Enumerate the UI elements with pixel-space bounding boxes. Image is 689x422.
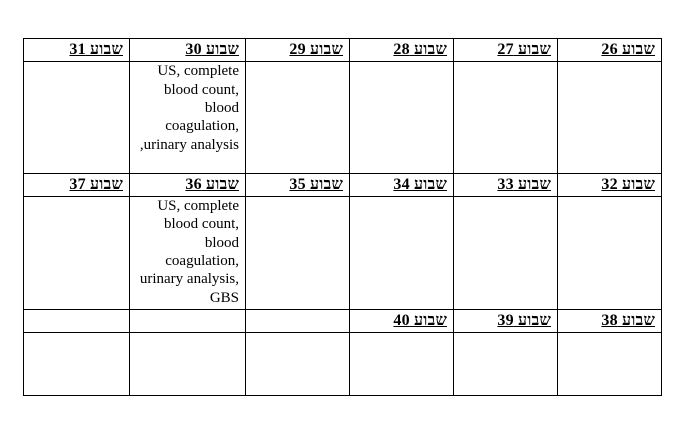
- week-notes-cell: [130, 333, 246, 396]
- week-header-cell: [558, 39, 662, 62]
- week-label: שבוע 35: [289, 176, 343, 194]
- week-notes-cell: [454, 333, 558, 396]
- week-header-cell: [24, 39, 130, 62]
- week-notes-cell: [558, 333, 662, 396]
- week-notes-cell: [558, 197, 662, 310]
- week-label: שבוע 38: [601, 311, 655, 329]
- week-header-cell: [24, 173, 130, 196]
- week-header-cell: [454, 173, 558, 196]
- week-header-cell: [246, 173, 350, 196]
- week-header-cell: [130, 309, 246, 332]
- pregnancy-week-schedule-table: [23, 38, 662, 396]
- week-notes-cell: [246, 333, 350, 396]
- week-header-row: [24, 309, 662, 332]
- week-header-cell: [246, 309, 350, 332]
- week-label: שבוע 34: [393, 176, 447, 194]
- week-header-cell: [24, 309, 130, 332]
- week-label: שבוע 26: [601, 41, 655, 59]
- week-header-cell: [350, 173, 454, 196]
- week-notes-cell: [24, 62, 130, 174]
- week-label: שבוע 40: [393, 311, 447, 329]
- week-header-cell: [558, 173, 662, 196]
- week-notes-cell: [246, 62, 350, 174]
- week-label: שבוע 27: [497, 41, 551, 59]
- week-notes-cell: [558, 62, 662, 174]
- week-label: שבוע 29: [289, 41, 343, 59]
- week-header-cell: [454, 309, 558, 332]
- week-label: שבוע 36: [185, 176, 239, 194]
- week-notes-cell: [350, 333, 454, 396]
- week-label: שבוע 32: [601, 176, 655, 194]
- week-notes-cell: [24, 197, 130, 310]
- week-notes-cell: US, complete blood count, blood coagulation, urinary analysis,: [130, 62, 246, 174]
- week-notes-cell: [246, 197, 350, 310]
- week-notes-cell: [350, 62, 454, 174]
- week-label: שבוע 30: [185, 41, 239, 59]
- week-label: שבוע 33: [497, 176, 551, 194]
- week-label: שבוע 28: [393, 41, 447, 59]
- week-header-row: [24, 39, 662, 62]
- week-notes-cell: [454, 62, 558, 174]
- week-label: שבוע 39: [497, 311, 551, 329]
- week-header-cell: [350, 309, 454, 332]
- week-label: שבוע 31: [69, 41, 123, 59]
- week-notes-cell: [350, 197, 454, 310]
- week-notes-row: [24, 333, 662, 396]
- week-notes-cell: US, complete blood count, blood coagulation, urinary analysis, GBS: [130, 197, 246, 310]
- week-header-cell: [246, 39, 350, 62]
- week-notes-cell: [454, 197, 558, 310]
- week-header-row: [24, 173, 662, 196]
- week-notes-row: [24, 197, 662, 310]
- week-label: שבוע 37: [69, 176, 123, 194]
- week-header-cell: [350, 39, 454, 62]
- week-header-cell: [130, 39, 246, 62]
- week-header-cell: [558, 309, 662, 332]
- week-notes-cell: [24, 333, 130, 396]
- week-header-cell: [454, 39, 558, 62]
- week-header-cell: [130, 173, 246, 196]
- week-notes-row: [24, 62, 662, 174]
